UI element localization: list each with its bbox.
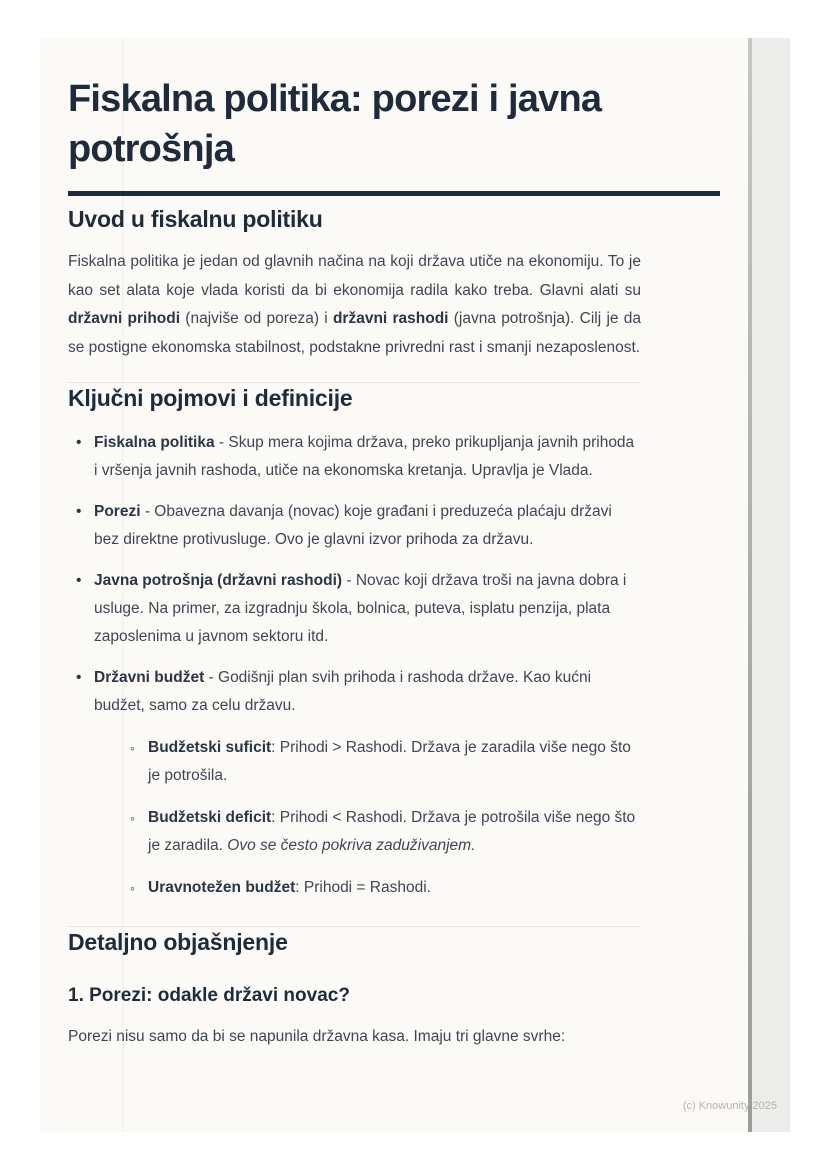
bullet-icon: • — [76, 572, 82, 589]
section-heading-key-terms: Ključni pojmovi i definicije — [68, 385, 353, 411]
section-detail — [68, 927, 720, 1049]
intro-paragraph: Fiskalna politika je jedan od glavnih načina na koji država utiče na ekonomiju. To je kao set alata koje vlada koristi da bi ekonomija radila kako treba. Glavni alati su državni prihodi (najviše od poreza) i državni rashodi (javna potrošnja). Cilj je da se postigne ekonomska stabilnost, podstakne privredni rast i smanji nezaposlenost. — [68, 253, 642, 356]
section-key-terms — [68, 383, 720, 927]
section-heading-detail: Detaljno objašnjenje — [68, 929, 288, 955]
document-page — [40, 38, 790, 1132]
page-title: Fiskalna politika: porezi i javna potrošnja — [68, 78, 602, 170]
list-item — [68, 664, 641, 902]
list-item-text: Državni budžet - Godišnji plan svih prihoda i rashoda države. Kao kućni budžet, samo za celu državu. — [94, 669, 592, 714]
key-terms-list — [68, 429, 641, 902]
title-rule — [68, 191, 720, 196]
list-item — [68, 567, 641, 651]
sub-list-item-text: Uravnotežen budžet: Prihodi = Rashodi. — [148, 879, 431, 896]
watermark: (c) Knowunity 2025 — [682, 1100, 777, 1112]
budget-sub-list — [122, 734, 641, 902]
sub-list-item — [122, 804, 641, 860]
detail-paragraph: Porezi nisu samo da bi se napunila državna kasa. Imaju tri glavne svrhe: — [68, 1028, 566, 1045]
section-heading-intro: Uvod u fiskalnu politiku — [68, 206, 323, 232]
list-item-text: Porezi - Obavezna davanja (novac) koje građani i preduzeća plaćaju državi bez direktne protivusluge. Ovo je glavni izvor prihoda za državu. — [94, 503, 612, 548]
subsection-heading-taxes: 1. Porezi: odakle državi novac? — [68, 985, 350, 1006]
list-item-text: Fiskalna politika - Skup mera kojima država, preko prikupljanja javnih prihoda i vršenja javnih rashoda, utiče na ekonomska kretanja. Upravlja je Vlada. — [94, 434, 635, 479]
list-item — [68, 498, 641, 554]
list-item — [68, 429, 641, 485]
list-item-text: Javna potrošnja (državni rashodi) - Novac koji država troši na javna dobra i usluge. Na primer, za izgradnju škola, bolnica, puteva, isplatu penzija, plata zaposlenima u javnom sektoru itd. — [94, 572, 627, 645]
sub-list-item — [122, 874, 641, 902]
bullet-icon: • — [76, 434, 82, 451]
sub-list-item-text: Budžetski suficit: Prihodi > Rashodi. Država je zaradila više nego što je potrošila. — [148, 739, 631, 784]
sub-list-item-text: Budžetski deficit: Prihodi < Rashodi. Država je potrošila više nego što je zaradila. Ovo se često pokriva zaduživanjem. — [148, 809, 636, 854]
circle-bullet-icon: ◦ — [130, 880, 135, 896]
document-content — [40, 38, 748, 1049]
circle-bullet-icon: ◦ — [130, 740, 135, 756]
page-stack-strip — [752, 38, 790, 1132]
bullet-icon: • — [76, 669, 82, 686]
section-intro — [68, 204, 720, 383]
circle-bullet-icon: ◦ — [130, 810, 135, 826]
sub-list-item — [122, 734, 641, 790]
bullet-icon: • — [76, 503, 82, 520]
